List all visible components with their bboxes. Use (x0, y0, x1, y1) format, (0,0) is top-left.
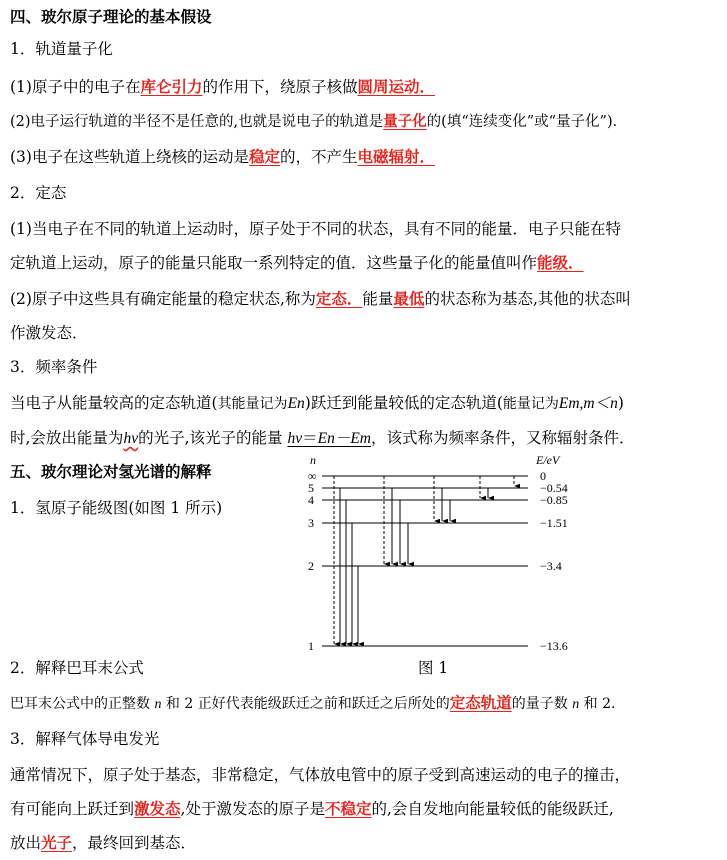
level-energy-label: 0 (540, 469, 546, 483)
text: 放出 (10, 834, 42, 852)
symbol-n: n (572, 697, 580, 712)
answer-coulomb-force: 库仑引力 (140, 77, 203, 96)
answer-stationary-state: 定态． (315, 289, 363, 308)
text: 巴耳末公式中的正整数 (10, 696, 150, 712)
text: 其能量记为 (217, 396, 288, 412)
paragraph-line (10, 427, 721, 450)
level-energy-label: −1.51 (540, 516, 568, 530)
paragraph-line (10, 288, 721, 310)
paragraph-line (10, 146, 721, 168)
section4-title: 四、玻尔原子理论的基本假设 (10, 8, 212, 26)
paragraph-line: 作激发态． (10, 324, 88, 342)
text: 的作用下，绕原子核做 (202, 78, 358, 96)
figure-caption: 图 1 (418, 659, 449, 677)
text: 的光子,该光子的能量 (138, 429, 283, 447)
balmer-title: 2．解释巴耳末公式 (10, 659, 144, 677)
text: 的状态称为基态,其他的状态叫 (424, 290, 631, 308)
symbol-Em: Em,m＜n (558, 395, 618, 412)
answer-excited-state: 激发态 (134, 799, 181, 818)
level-n-label: 4 (308, 493, 314, 507)
level-n-label: 2 (308, 559, 314, 573)
answer-unstable: 不稳定 (324, 799, 372, 818)
text: ＝ (302, 429, 318, 447)
level-n-label: 3 (308, 516, 314, 530)
text: 的，不产生 (279, 148, 358, 166)
hydrogen-energy-level-diagram (300, 452, 590, 657)
text: ,处于激发态的原子是 (180, 800, 325, 818)
symbol-n: n (154, 697, 162, 712)
answer-photon: 光子 (41, 833, 73, 852)
level-n-label: 5 (308, 481, 314, 495)
text: 时,会放出能量为 (10, 429, 124, 447)
answer-lowest: 最低 (393, 289, 425, 308)
text: 当电子从能量较高的定态轨道( (10, 394, 218, 412)
axis-label-energy: E/eV (536, 453, 560, 467)
answer-stationary-orbit: 定态轨道 (449, 693, 512, 712)
text: (1)原子中的电子在 (10, 78, 141, 96)
level-energy-label: −0.85 (540, 493, 568, 507)
level-energy-label: −13.6 (540, 639, 568, 653)
symbol-hv: hν (287, 430, 303, 447)
level-energy-label: −3.4 (540, 559, 562, 573)
section5-title: 五、玻尔理论对氢光谱的解释 (10, 463, 212, 481)
paragraph-line (10, 76, 721, 98)
text: (2)电子运行轨道的半径不是任意的,也就是说电子的轨道是 (10, 114, 384, 130)
text: (3)电子在这些轨道上绕核的运动是 (10, 148, 249, 166)
paragraph-line (10, 392, 721, 415)
text: ，该式称为频率条件，又称辐射条件． (371, 429, 635, 447)
paragraph-line (10, 832, 721, 854)
text: 的(填“连续变化”或“量子化”)． (426, 114, 628, 130)
gas-discharge-title: 3．解释气体导电发光 (10, 730, 160, 748)
symbol-En: En (287, 395, 305, 412)
axis-label-n: n (310, 453, 316, 467)
paragraph-line: 通常情况下，原子处于基态，非常稳定，气体放电管中的原子受到高速运动的电子的撞击， (10, 766, 631, 784)
answer-em-radiation: 电磁辐射． (357, 147, 436, 166)
text: 的量子数 (511, 696, 568, 712)
paragraph-line (10, 111, 721, 133)
text: 能量记为 (502, 396, 559, 412)
orbit-quantization-title: 1．轨道量子化 (10, 40, 113, 58)
symbol-hv: hν (123, 430, 139, 447)
text: (2)原子中这些具有确定能量的稳定状态,称为 (10, 290, 316, 308)
paragraph-line (10, 692, 721, 716)
frequency-condition-title: 3．频率条件 (10, 358, 98, 376)
text: 的,会自发地向能量较低的能级跃迁, (371, 800, 614, 818)
text: ，最终回到基态． (72, 834, 197, 852)
answer-circular-motion: 圆周运动． (357, 77, 436, 96)
text: 定轨道上运动，原子的能量只能取一系列特定的值．这些量子化的能量值叫作 (10, 254, 538, 272)
level-n-label: 1 (308, 639, 314, 653)
text: 和 2. (583, 696, 616, 712)
answer-energy-level: 能级． (537, 253, 584, 272)
text: )跃迁到能量较低的定态轨道( (304, 394, 503, 412)
paragraph-line (10, 798, 721, 820)
answer-quantized: 量子化 (383, 113, 427, 130)
symbol-En-minus-Em: En－Em (317, 430, 371, 447)
text: 有可能向上跃迁到 (10, 800, 135, 818)
answer-stable: 稳定 (248, 147, 280, 166)
energy-diagram-title: 1．氢原子能级图(如图 1 所示) (10, 499, 223, 517)
text: 和 2 正好代表能级跃迁之前和跃迁之后所处的 (165, 696, 450, 712)
text: ) (617, 394, 624, 412)
paragraph-line: (1)当电子在不同的轨道上运动时，原子处于不同的状态，具有不同的能量．电子只能在特 (10, 220, 621, 238)
level-n-label: ∞ (308, 469, 317, 483)
level-energy-label: −0.54 (540, 481, 568, 495)
text: 能量 (362, 290, 394, 308)
paragraph-line (10, 252, 721, 274)
stationary-state-title: 2．定态 (10, 184, 67, 202)
